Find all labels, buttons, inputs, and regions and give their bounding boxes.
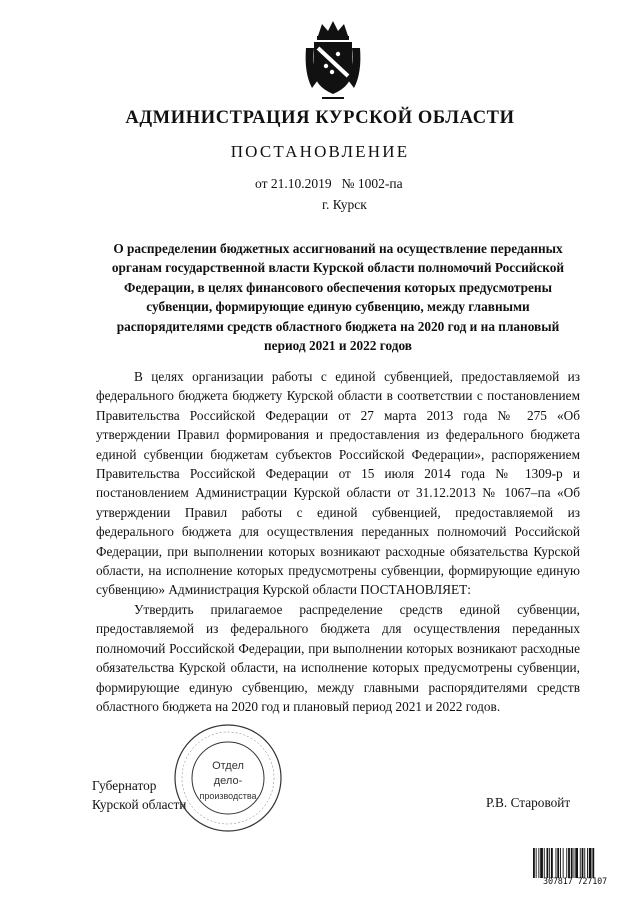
- organization-title: АДМИНИСТРАЦИЯ КУРСКОЙ ОБЛАСТИ: [125, 108, 515, 128]
- barcode-bar: [584, 848, 585, 878]
- barcode-bar: [587, 848, 588, 878]
- barcode-bar: [533, 848, 535, 878]
- signatory-title-line-2: Курской области: [92, 797, 187, 812]
- document-date: от 21.10.2019: [255, 176, 332, 191]
- document-number: № 1002-па: [341, 176, 403, 191]
- barcode-bar: [547, 848, 549, 878]
- date-line: [255, 176, 403, 192]
- barcode: [532, 848, 618, 878]
- stamp-line-1: Отдел: [212, 760, 244, 772]
- barcode-bar: [551, 848, 553, 878]
- coat-of-arms-emblem: [302, 18, 364, 100]
- barcode-bar: [582, 848, 584, 878]
- document-subject: О распределении бюджетных ассигнований на осуществление переданных органам государственной власти Курской области полномочий Российской Федерации, в целях финансового обеспечения которых предусмотрены субвенции, формирующие единую субвенцию, между главными распорядителями средств областного бюджета на 2020 год и на плановый период 2021 и 2022 годов: [111, 241, 565, 354]
- barcode-bar: [592, 848, 594, 878]
- body-paragraph-1: В целях организации работы с единой субвенцией, предоставляемой из федерального бюджета бюджету Курской области в соответствии с постановлением Правительства Российской Федерации от 27 марта 2013 года № 275 «Об утверждении Правил формирования и предоставления из федерального бюджета единой субвенции бюджетам субъектов Российской Федерации», распоряжением Правительства Российской Федерации от 15 июля 2014 года № 1309-р и постановлением Администрации Курской области от 31.12.2013 № 1067–па «Об утверждении Правил работы с единой субвенцией, предоставляемой из федерального бюджета для осуществления переданных полномочий Российской Федерации, при выполнении которых возникают расходные обязательства Курской области, на исполнение которых предусмотрены субвенции, формирующие единую субвенцию» Администрация Курской области ПОСТАНОВЛЯЕТ:: [96, 369, 580, 598]
- barcode-bar: [589, 848, 592, 878]
- barcode-bar: [557, 848, 559, 878]
- barcode-bar: [540, 848, 543, 878]
- barcode-bar: [563, 848, 564, 878]
- barcode-number: 307817 727107: [543, 877, 607, 887]
- office-stamp: [172, 722, 284, 834]
- barcode-bar: [574, 848, 575, 878]
- barcode-bar: [538, 848, 539, 878]
- stamp-line-2: дело-: [213, 775, 243, 787]
- body-paragraph-2: Утвердить прилагаемое распределение средств единой субвенции, предоставляемой из федерального бюджета для осуществления переданных полномочий Российской Федерации, при выполнении которых возникают расходные обязательства Курской области, на исполнение которых предусмотрены субвенции, формирующие единую субвенцию, между главными распорядителями средств областного бюджета на 2020 год и плановый период 2021 и 2022 годов.: [96, 601, 580, 714]
- barcode-bar: [571, 848, 573, 878]
- barcode-bar: [556, 848, 557, 878]
- barcode-bar: [549, 848, 550, 878]
- barcode-bar: [575, 848, 578, 878]
- barcode-bar: [544, 848, 545, 878]
- city: г. Курск: [322, 197, 367, 212]
- signatory-name: Р.В. Старовойт: [486, 795, 571, 810]
- document-type: ПОСТАНОВЛЕНИЕ: [230, 142, 410, 161]
- signatory-title-line-1: Губернатор: [92, 778, 157, 793]
- barcode-bar: [560, 848, 561, 878]
- document-body: [96, 367, 580, 716]
- barcode-bar: [536, 848, 537, 878]
- stamp-line-3: производства: [199, 791, 257, 801]
- barcode-bar: [568, 848, 570, 878]
- barcode-bar: [566, 848, 567, 878]
- barcode-bar: [580, 848, 581, 878]
